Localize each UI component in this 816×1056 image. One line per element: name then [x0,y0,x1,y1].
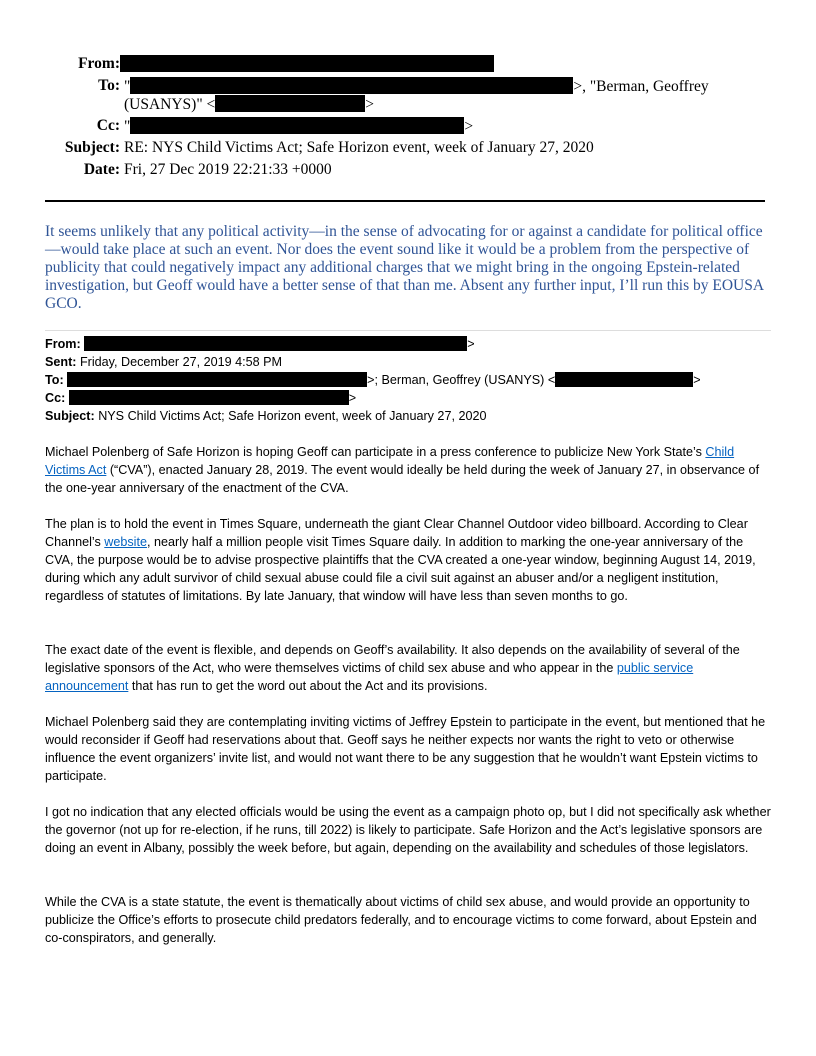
reply-message: It seems unlikely that any political activity—in the sense of advocating for or against a candidate for political office—would take place at such an event. Nor does the event sound like it would be a problem from the perspective of publicity that could negatively impact any additional charges that we might bring in the ongoing Epstein-related investigation, but Geoff would have a better sense of that than me. Absent any further input, I’ll run this by EOUSA GCO. [45,223,764,313]
body-paragraph-1: Michael Polenberg of Safe Horizon is hoping Geoff can participate in a press conference to publicize New York State’s Child Victims Act (“CVA”), enacted January 28, 2019. The event would ideally be held during the week of January 27, in observance of the one-year anniversary of the enactment of the CVA. [45,445,760,495]
fwd-sent-line [45,353,282,371]
subject-label: Subject: [64,139,120,156]
fwd-subject-line [45,407,486,425]
fwd-to-label: To: [45,373,64,387]
fwd-sent-label: Sent: [45,355,77,369]
redaction-bar [120,55,494,72]
body-paragraph-5: I got no indication that any elected officials would be using the event as a campaign photo op, but I did not specifically ask whether the governor (not up for re-election, if he runs, till 2022) is likely to participate. Safe Horizon and the Act’s legislative sponsors are doing an event in Albany, possibly the week before, but again, depending on the availability and schedules of those legislators. [45,805,771,855]
fwd-cc-line: Cc: > [45,391,357,405]
body-paragraph-4: Michael Polenberg said they are contemplating inviting victims of Jeffrey Epstein to participate in the event, but mentioned that he would reconsider if Geoff had reservations about that. Geoff says he neither expects nor wants the right to veto or otherwise influence the event organizers’ invite list, and would not want there to be any suggestion that he wouldn’t want Epstein victims to participate. [45,715,766,783]
subject-value: RE: NYS Child Victims Act; Safe Horizon event, week of January 27, 2020 [124,139,594,156]
body-paragraph-2: The plan is to hold the event in Times Square, underneath the giant Clear Channel Outdoor video billboard. According to Clear Channel’s website, nearly half a million people visit Times Square daily. In addition to marking the one-year anniversary of the CVA, the purpose would be to advise prospective plaintiffs that the CVA created a one-year window, beginning August 14, 2019, during which any adult survivor of child sexual abuse could file a civil suit against an abuser and/or a negligent institution, regardless of statutes of limitations. By late January, that window will have less than seven months to go. [45,517,756,603]
cc-label: Cc: [96,117,120,134]
fwd-subject-label: Subject: [45,409,95,423]
child-victims-act-link[interactable]: Child Victims Act [45,445,735,477]
forward-divider [45,330,771,331]
fwd-to-line: To: >; Berman, Geoffrey (USANYS) < > [45,373,701,387]
fwd-from-line: From: > [45,337,475,351]
fwd-sent-value: Friday, December 27, 2019 4:58 PM [79,355,283,369]
email-header [0,0,816,190]
body-paragraph-6: While the CVA is a state statute, the event is thematically about victims of child sex abuse, and would provide an opportunity to publicize the Office’s efforts to prosecute child predators federally, and to encourage victims to come forward, about Epstein and co-conspirators, and generally. [45,895,757,945]
from-label: From: [78,55,120,72]
fwd-from-label: From: [45,337,81,351]
body-paragraph-3: The exact date of the event is flexible, and depends on Geoff’s availability. It also depends on the availability of several of the legislative sponsors of the Act, who were themselves victims of child sex abuse and who appear in the public service announcement that has run to get the word out about the Act and its provisions. [45,643,740,693]
redaction-bar [555,372,693,387]
redaction-bar [67,372,367,387]
header-divider [45,200,765,202]
date-value: Fri, 27 Dec 2019 22:21:33 +0000 [124,161,332,178]
redaction-bar [130,117,464,134]
website-link[interactable]: website [104,535,147,549]
redaction-bar [69,390,349,405]
to-value-line2: (USANYS)" < > [124,96,375,113]
date-label: Date: [83,161,120,178]
cc-value: " > [124,118,474,135]
fwd-subject-value: NYS Child Victims Act; Safe Horizon event, week of January 27, 2020 [98,409,487,423]
from-value [120,55,494,74]
to-label: To: [98,77,120,94]
fwd-cc-label: Cc: [45,391,66,405]
redaction-bar [130,77,573,94]
redaction-bar [84,336,467,351]
public-service-announcement-link[interactable]: public service announcement [45,661,694,693]
to-value: " >, "Berman, Geoffrey [124,78,709,95]
redaction-bar [215,95,365,112]
